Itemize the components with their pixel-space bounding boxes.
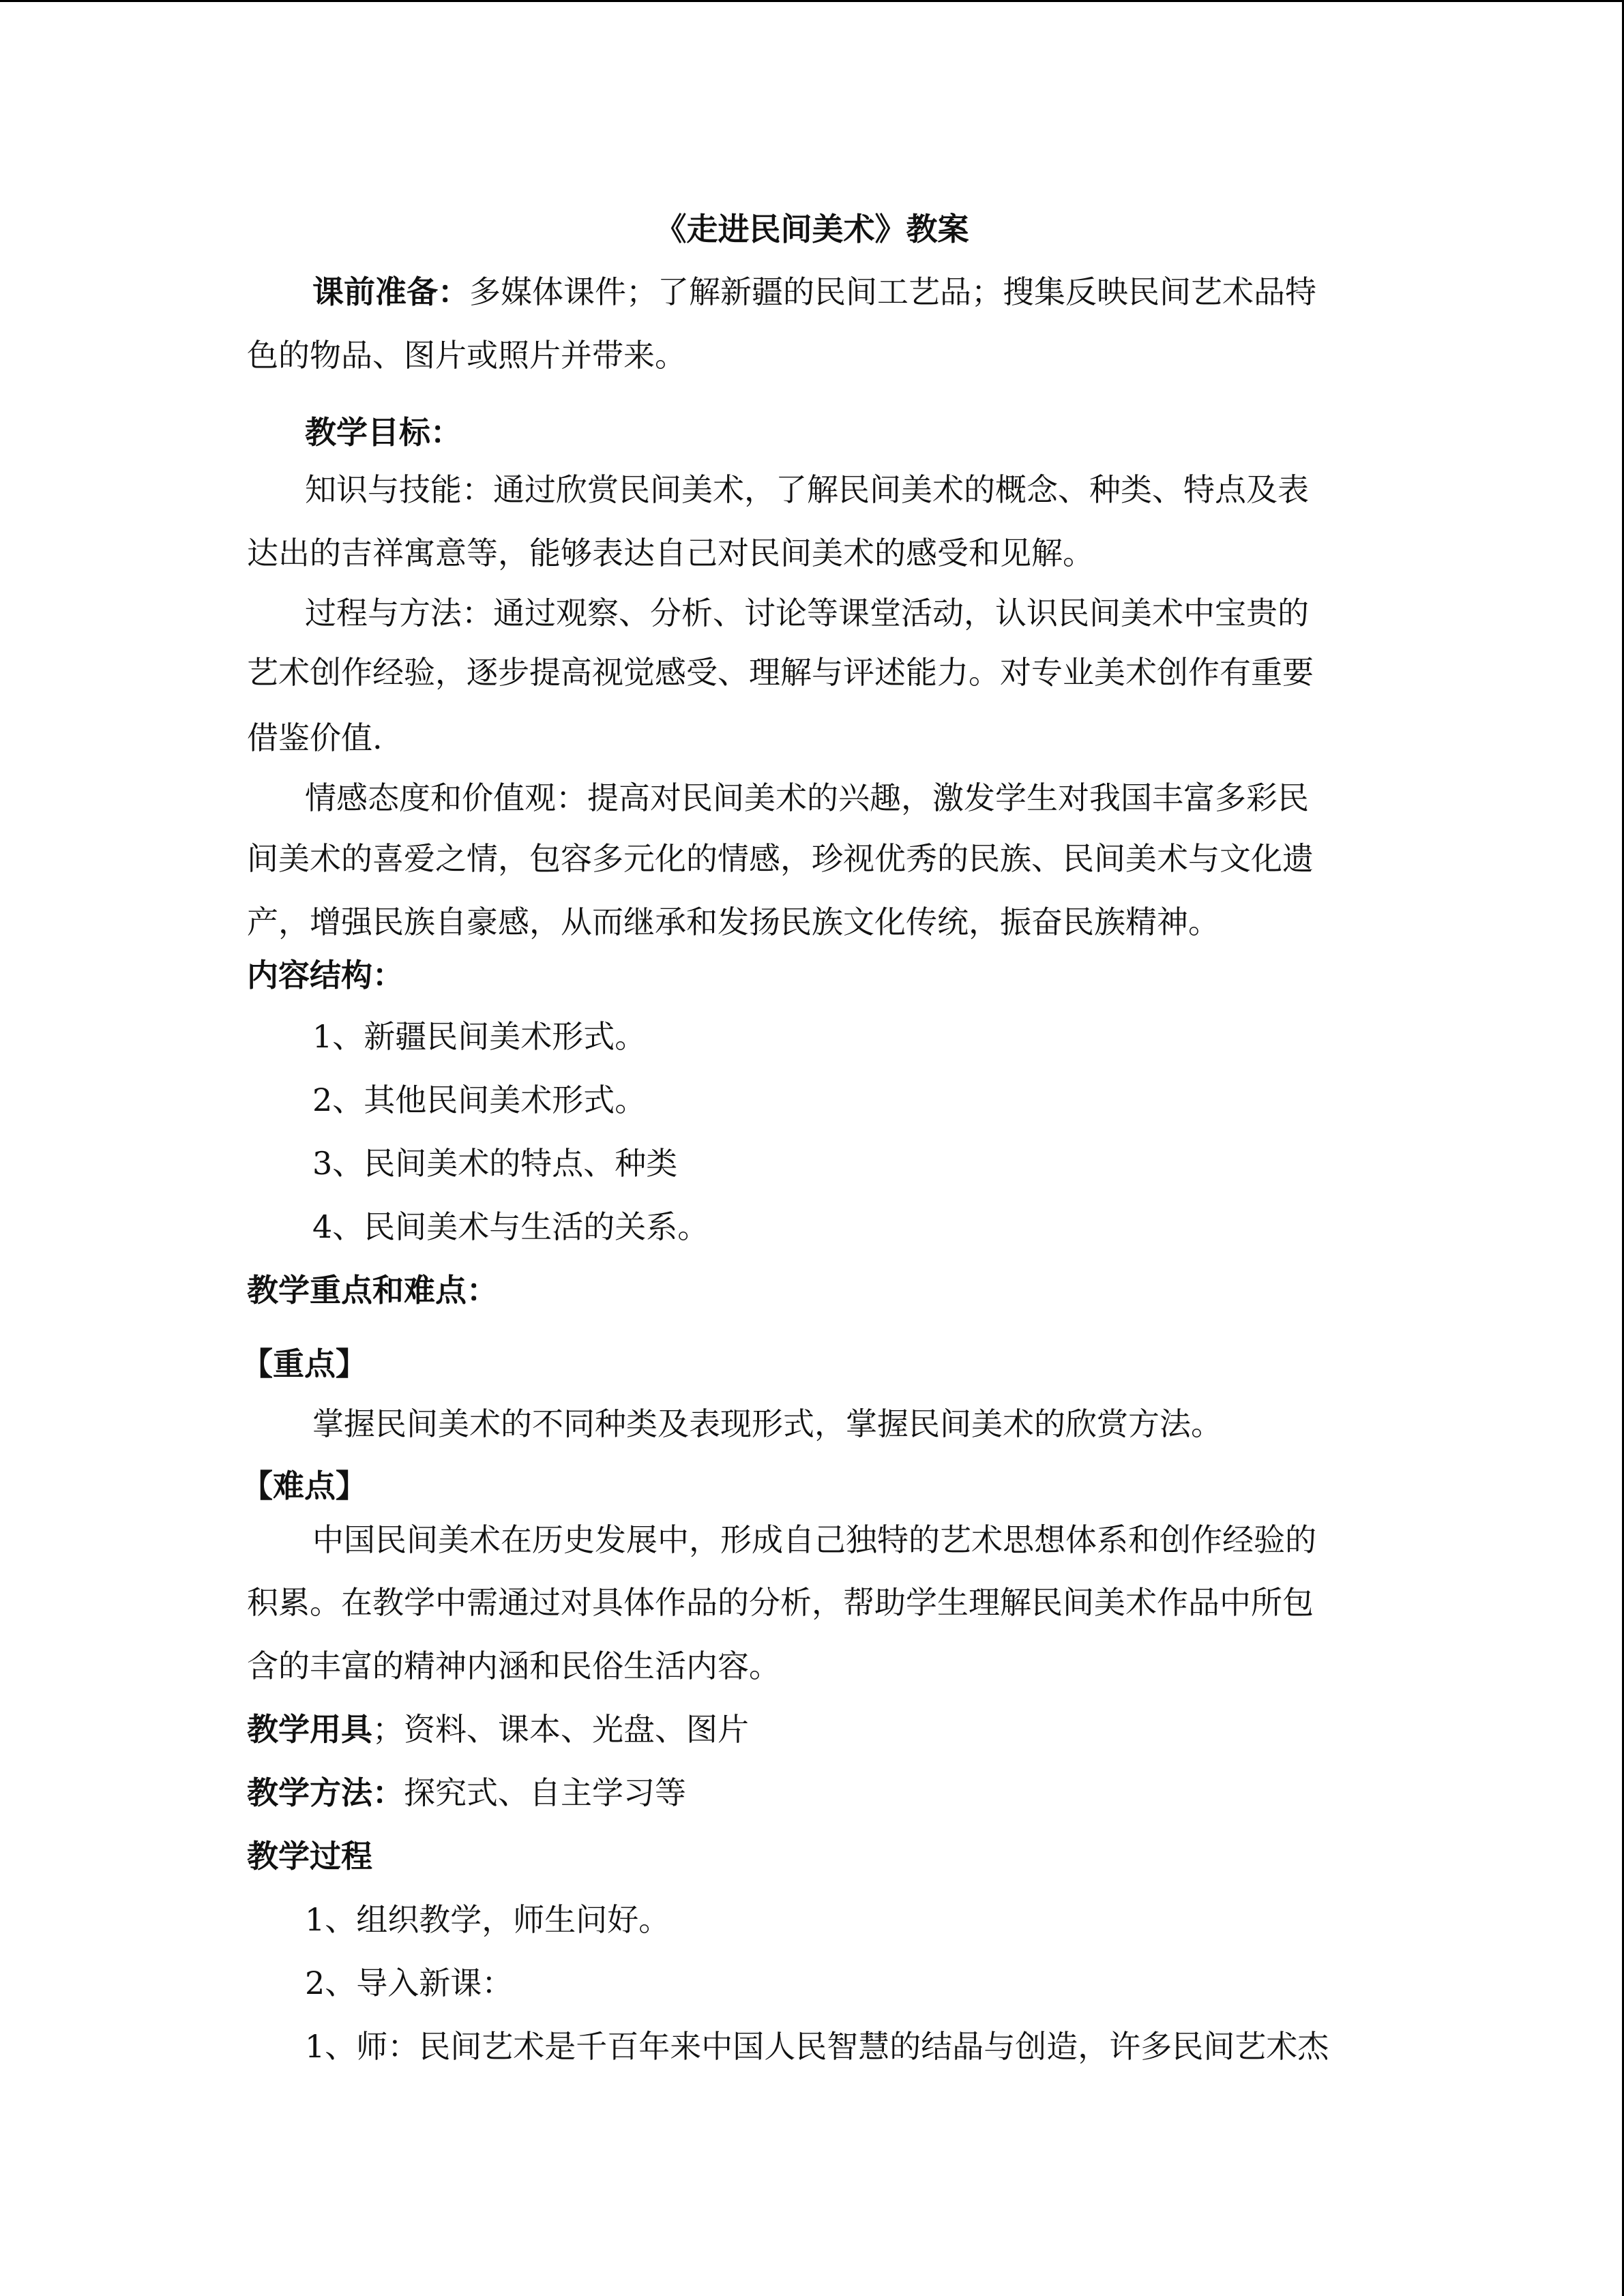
method-line [247,1772,686,1813]
difficulty-text-3: 含的丰富的精神内涵和民俗生活内容。 [247,1648,780,1684]
prep-label: 课前准备： [312,273,469,310]
content-item-2: 2、其他民间美术形式。 [312,1082,647,1118]
difficulty-text-1: 中国民间美术在历史发展中，形成自己独特的艺术思想体系和创作经验的 [312,1521,1316,1558]
objective-process-2: 艺术创作经验，逐步提高视觉感受、理解与评述能力。对专业美术创作有重要 [247,654,1314,691]
tools-line [247,1709,749,1750]
process-step-2: 2、导入新课： [305,1965,514,2001]
process-step-3: 1、师：民间艺术是千百年来中国人民智慧的结晶与创造，许多民间艺术杰 [305,2028,1329,2065]
objective-knowledge-1: 知识与技能：通过欣赏民间美术，了解民间美术的概念、种类、特点及表 [305,471,1309,508]
content-item-1: 1、新疆民间美术形式。 [312,1018,647,1055]
method-text: 探究式、自主学习等 [404,1774,686,1811]
objectives-heading: 教学目标： [305,414,462,451]
keypoints-heading: 教学重点和难点： [247,1272,498,1309]
objective-process-1: 过程与方法：通过观察、分析、讨论等课堂活动，认识民间美术中宝贵的 [305,595,1309,631]
objective-emotion-3: 产，增强民族自豪感，从而继承和发扬民族文化传统，振奋民族精神。 [247,904,1220,940]
objective-knowledge-2: 达出的吉祥寓意等，能够表达自己对民间美术的感受和见解。 [247,535,1094,571]
focus-label: 【重点】 [241,1345,367,1382]
document-title: 《走进民间美术》教案 [655,211,969,248]
objective-emotion-2: 间美术的喜爱之情，包容多元化的情感，珍视优秀的民族、民间美术与文化遗 [247,840,1314,877]
tools-label: 教学用具 [247,1711,372,1748]
method-label: 教学方法： [247,1774,404,1811]
process-heading: 教学过程 [247,1838,372,1875]
content-item-3: 3、民间美术的特点、种类 [312,1145,678,1182]
page-border-top [0,0,1624,2]
prep-text-2: 色的物品、图片或照片并带来。 [247,337,686,374]
difficulty-label: 【难点】 [241,1467,367,1504]
focus-text: 掌握民间美术的不同种类及表现形式，掌握民间美术的欣赏方法。 [312,1405,1222,1442]
prep-text-1: 多媒体课件；了解新疆的民间工艺品；搜集反映民间艺术品特 [469,273,1316,310]
objective-process-3: 借鉴价值. [247,719,383,756]
process-step-1: 1、组织教学，师生问好。 [305,1901,670,1938]
content-item-4: 4、民间美术与生活的关系。 [312,1208,709,1245]
difficulty-text-2: 积累。在教学中需通过对具体作品的分析，帮助学生理解民间美术作品中所包 [247,1584,1314,1621]
tools-text: ；资料、课本、光盘、图片 [372,1711,749,1748]
prep-line-1 [312,271,1316,312]
content-heading: 内容结构： [247,957,404,994]
objective-emotion-1: 情感态度和价值观：提高对民间美术的兴趣，激发学生对我国丰富多彩民 [305,779,1309,816]
